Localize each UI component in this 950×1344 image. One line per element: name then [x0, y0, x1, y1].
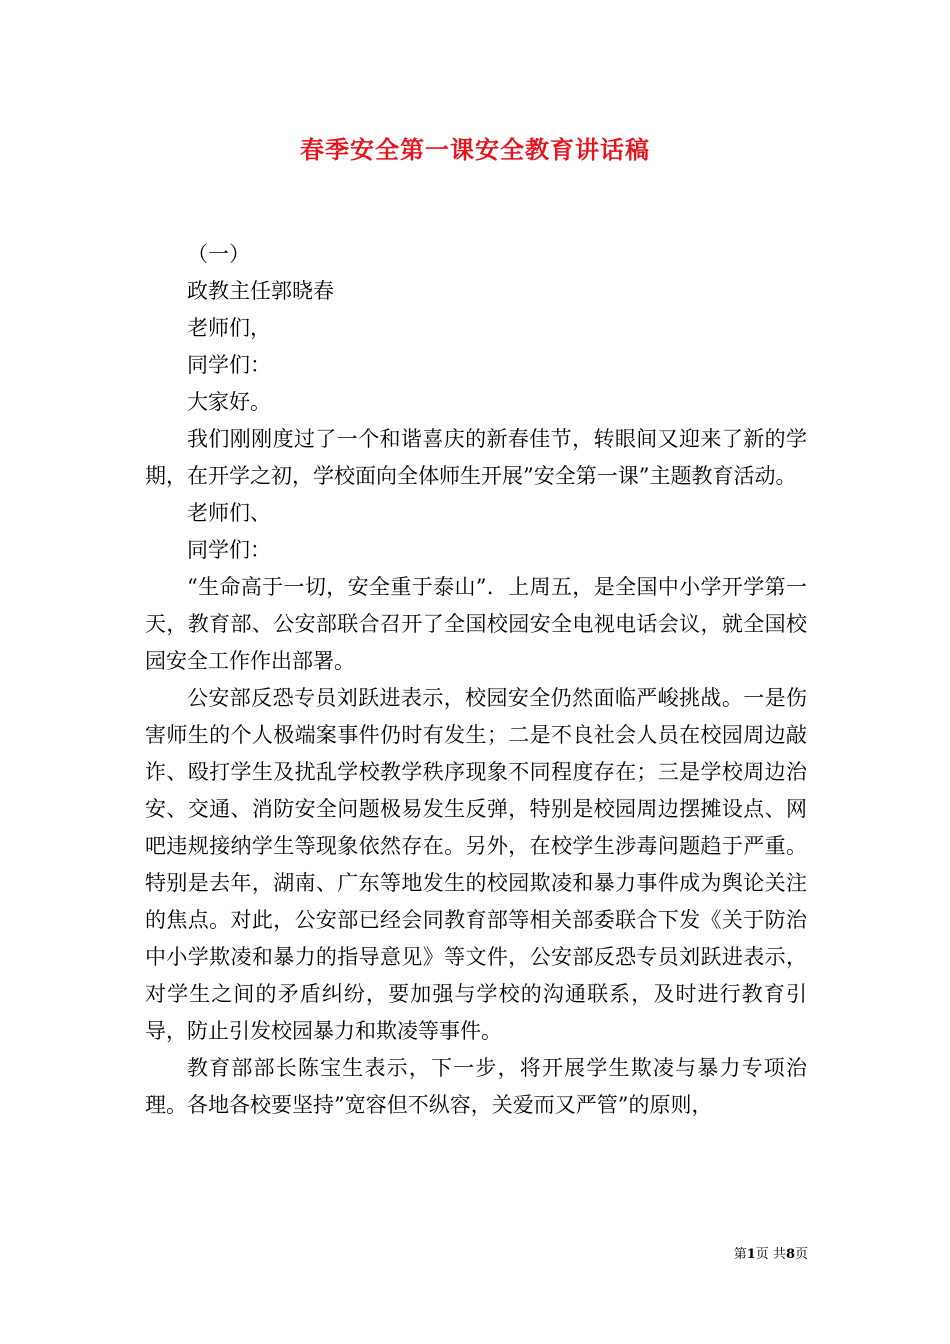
paragraph: 同学们： — [187, 353, 271, 377]
paragraph: 老师们、 — [187, 501, 271, 525]
paragraph: “生命高于一切，安全重于泰山”．上周五，是全国中小学开学第一天，教育部、公安部联合召开了全国校园安全电视电话会议，就全国校园安全工作作出部署。 — [145, 575, 807, 673]
document-body — [145, 236, 807, 1124]
footer-suffix: 页 — [794, 1247, 808, 1262]
total-page-count: 8 — [785, 1247, 795, 1262]
paragraph: （一） — [187, 242, 250, 266]
document-title: 春季安全第一课安全教育讲话稿 — [300, 135, 650, 164]
paragraph: 同学们： — [187, 538, 271, 562]
footer-prefix: 第 — [733, 1247, 747, 1262]
paragraph: 公安部反恐专员刘跃进表示，校园安全仍然面临严峻挑战。一是伤害师生的个人极端案事件仍时有发生；二是不良社会人员在校园周边敲诈、殴打学生及扰乱学校教学秩序现象不同程度存在；三是学校周边治安、交通、消防安全问题极易发生反弹，特别是校园周边摆摊设点、网吧违规接纳学生等现象依然存在。另外，在校学生涉毒问题趋于严重。特别是去年，湖南、广东等地发生的校园欺凌和暴力事件成为舆论关注的焦点。对此，公安部已经会同教育部等相关部委联合下发《关于防治中小学欺凌和暴力的指导意见》等文件，公安部反恐专员刘跃进表示，对学生之间的矛盾纠纷，要加强与学校的沟通联系，及时进行教育引导，防止引发校园暴力和欺凌等事件。 — [145, 686, 807, 1043]
current-page-number: 1 — [746, 1247, 756, 1262]
paragraph: 老师们， — [187, 316, 271, 340]
paragraph: 大家好。 — [187, 390, 271, 414]
page-number-footer — [700, 1246, 808, 1264]
paragraph: 教育部部长陈宝生表示，下一步，将开展学生欺凌与暴力专项治理。各地各校要坚持”宽容但不纵容，关爱而又严管”的原则， — [145, 1056, 807, 1117]
paragraph: 政教主任郭晓春 — [187, 279, 334, 303]
paragraph: 我们刚刚度过了一个和谐喜庆的新春佳节，转眼间又迎来了新的学期，在开学之初，学校面向全体师生开展”安全第一课”主题教育活动。 — [145, 427, 807, 488]
footer-middle: 页 共 — [755, 1247, 786, 1262]
